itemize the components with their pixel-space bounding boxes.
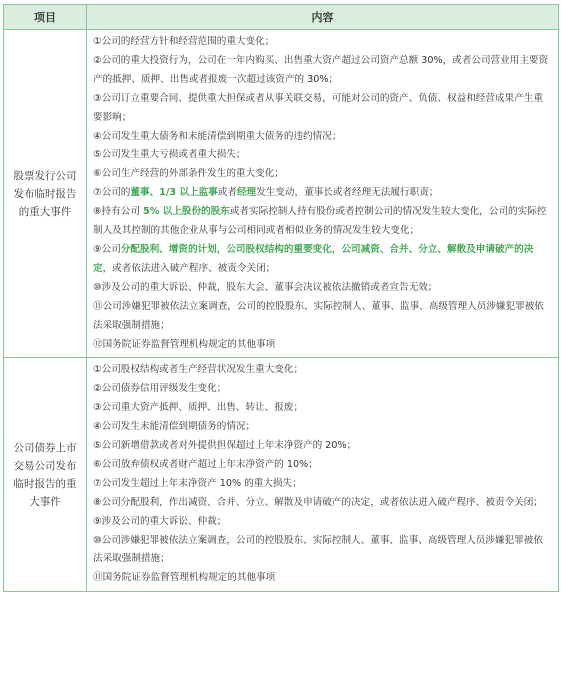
item-text: ⑨涉及公司的重大诉讼、仲裁； <box>93 515 227 527</box>
document <box>3 4 558 592</box>
table-body <box>4 30 559 592</box>
item-text: ⑩公司涉嫌犯罪被依法立案调查，公司的控股股东、实际控制人、董事、监事、高级管理人员涉嫌犯罪被依法采取强制措施； <box>93 534 543 565</box>
list-item <box>93 361 552 380</box>
category-cell: 公司债券上市交易公司发布临时报告的重大事件 <box>4 358 87 592</box>
item-text: ③公司重大资产抵押、质押、出售、转让、报废； <box>93 402 304 414</box>
list-item <box>93 532 552 570</box>
item-text: ②公司债券信用评级发生变化； <box>93 383 227 395</box>
item-text: ④公司发生未能清偿到期债务的情况； <box>93 421 256 433</box>
item-text: 发生变动，董事长或者经理无法履行职责； <box>256 187 439 199</box>
list-item <box>93 128 552 147</box>
list-item <box>93 513 552 532</box>
table-row <box>4 30 559 358</box>
item-text: ②公司的重大投资行为，公司在一年内购买、出售重大资产超过公司资产总额 30%，或者公司营业用主要资产的抵押、质押、出售或者报废一次超过该资产的 30%； <box>93 54 549 85</box>
major-events-table <box>3 4 559 592</box>
item-text: 或者 <box>217 187 237 199</box>
list-item <box>93 241 552 279</box>
item-text: ③公司订立重要合同、提供重大担保或者从事关联交易，可能对公司的资产、负债、权益和经营成果产生重要影响； <box>93 92 543 123</box>
table-row <box>4 358 559 592</box>
list-item <box>93 437 552 456</box>
item-text: ，或者依法进入破产程序、被责令关闭； <box>102 262 276 274</box>
list-item <box>93 203 552 241</box>
item-text: ⑨公司 <box>93 243 121 255</box>
list-item <box>93 336 552 355</box>
highlighted-text: 董事、1/3 以上监事 <box>130 187 218 199</box>
list-item <box>93 184 552 203</box>
category-cell: 股票发行公司发布临时报告的重大事件 <box>4 30 87 358</box>
item-text: ⑥公司生产经营的外部条件发生的重大变化； <box>93 168 284 180</box>
list-item <box>93 475 552 494</box>
item-text: ⑫国务院证券监督管理机构规定的其他事项 <box>93 338 276 350</box>
header-content: 内容 <box>87 5 559 30</box>
highlighted-text: 经理 <box>236 187 257 199</box>
item-text: ⑦公司的 <box>93 187 131 199</box>
list-item <box>93 494 552 513</box>
content-cell <box>87 30 559 358</box>
item-text: ⑪公司涉嫌犯罪被依法立案调查，公司的控股股东、实际控制人、董事、监事、高级管理人员涉嫌犯罪被依法采取强制措施； <box>93 300 544 331</box>
table-header-row <box>4 5 559 30</box>
item-text: ⑥公司放弃债权或者财产超过上年末净资产的 10%； <box>93 458 318 470</box>
list-item <box>93 456 552 475</box>
item-text: ⑤公司新增借款或者对外提供担保超过上年末净资产的 20%； <box>93 440 357 452</box>
list-item <box>93 165 552 184</box>
content-cell <box>87 358 559 592</box>
list-item <box>93 569 552 588</box>
list-item <box>93 52 552 90</box>
item-text: ①公司股权结构或者生产经营状况发生重大变化； <box>93 364 304 376</box>
list-item <box>93 298 552 336</box>
item-text: ⑤公司发生重大亏损或者重大损失； <box>93 149 246 161</box>
list-item <box>93 380 552 399</box>
header-item: 项目 <box>4 5 87 30</box>
item-text: ⑧持有公司 <box>93 206 144 218</box>
item-text: ⑧公司分配股利，作出减资、合并、分立、解散及申请破产的决定，或者依法进入破产程序、被责令关闭； <box>93 496 543 508</box>
item-text: ⑩涉及公司的重大诉讼、仲裁，股东大会、董事会决议被依法撤销或者宣告无效； <box>93 281 438 293</box>
list-item <box>93 90 552 128</box>
item-text: ④公司发生重大债务和未能清偿到期重大债务的违约情况； <box>93 130 342 142</box>
item-text: ⑦公司发生超过上年末净资产 10% 的重大损失； <box>93 477 302 489</box>
list-item <box>93 146 552 165</box>
list-item <box>93 33 552 52</box>
item-text: ⑪国务院证券监督管理机构规定的其他事项 <box>93 572 276 584</box>
list-item <box>93 279 552 298</box>
item-text: 或者实际控制人持有股份或者控制公司的情况发生较大变化，公司的实际控制人及其控制的其他企业从事与公司相同或者相似业务的情况发生较大变化； <box>93 206 547 237</box>
list-item <box>93 399 552 418</box>
highlighted-text: 分配股利、增资的计划，公司股权结构的重要变化，公司减资、合并、分立、解散及申请破产的决定 <box>93 243 534 274</box>
list-item <box>93 418 552 437</box>
item-text: ①公司的经营方针和经营范围的重大变化； <box>93 36 275 47</box>
highlighted-text: 5% 以上股份的股东 <box>143 206 230 218</box>
